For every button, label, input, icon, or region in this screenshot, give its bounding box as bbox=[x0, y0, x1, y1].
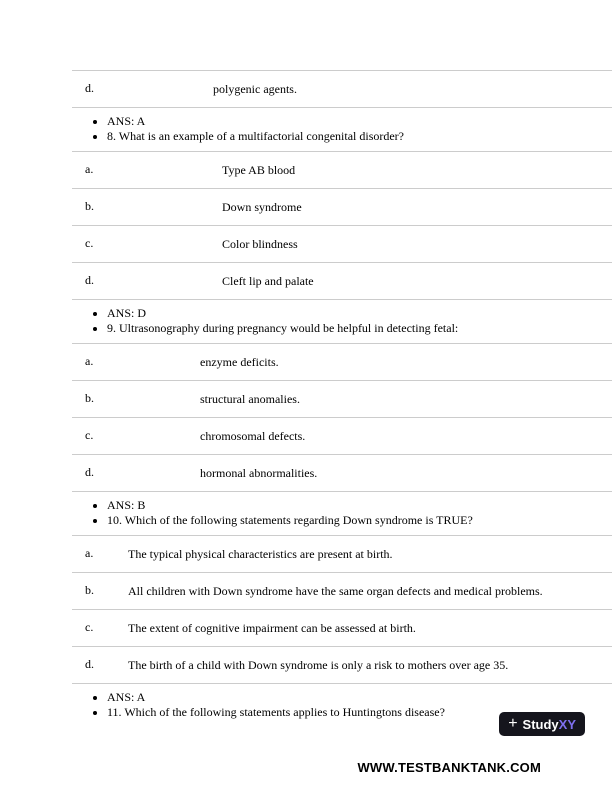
option-row bbox=[72, 225, 612, 262]
answer-question-list bbox=[72, 114, 612, 144]
document-content bbox=[72, 70, 612, 727]
option-text: chromosomal defects. bbox=[200, 429, 306, 443]
option-letter: b. bbox=[85, 583, 94, 597]
option-letter: c. bbox=[85, 428, 94, 442]
studyxy-xy-text: XY bbox=[558, 716, 576, 732]
option-text: Color blindness bbox=[222, 237, 298, 251]
options-table-q8 bbox=[72, 151, 612, 300]
options-table-q9 bbox=[72, 343, 612, 492]
answer-item bbox=[107, 306, 612, 321]
answer-text: ANS: B bbox=[107, 498, 146, 512]
answer-question-list bbox=[72, 306, 612, 336]
option-text: The extent of cognitive impairment can be assessed at birth. bbox=[128, 621, 416, 635]
option-row bbox=[72, 417, 612, 454]
question-text: 9. Ultrasonography during pregnancy would be helpful in detecting fetal: bbox=[107, 321, 459, 335]
option-text: The birth of a child with Down syndrome is only a risk to mothers over age 35. bbox=[128, 658, 509, 672]
option-letter: b. bbox=[85, 199, 94, 213]
option-letter: d. bbox=[85, 465, 94, 479]
option-text: Type AB blood bbox=[222, 163, 296, 177]
option-row bbox=[72, 380, 612, 417]
option-letter: c. bbox=[85, 236, 94, 250]
option-letter: c. bbox=[85, 620, 94, 634]
option-text: hormonal abnormalities. bbox=[200, 466, 318, 480]
option-text: All children with Down syndrome have the same organ defects and medical problems. bbox=[128, 584, 543, 598]
option-row bbox=[72, 70, 612, 107]
option-letter: d. bbox=[85, 273, 94, 287]
option-letter: d. bbox=[85, 81, 94, 95]
answer-item bbox=[107, 690, 612, 705]
option-text: polygenic agents. bbox=[213, 82, 297, 96]
option-letter: d. bbox=[85, 657, 94, 671]
plus-icon: + bbox=[508, 715, 518, 732]
answer-item bbox=[107, 498, 612, 513]
answer-text: ANS: A bbox=[107, 114, 146, 128]
option-row bbox=[72, 188, 612, 225]
option-row bbox=[72, 454, 612, 491]
answer-item bbox=[107, 114, 612, 129]
options-table-q10 bbox=[72, 535, 612, 684]
option-text: enzyme deficits. bbox=[200, 355, 279, 369]
option-letter: b. bbox=[85, 391, 94, 405]
option-text: Cleft lip and palate bbox=[222, 274, 314, 288]
option-letter: a. bbox=[85, 546, 94, 560]
question-item bbox=[107, 513, 612, 528]
option-row bbox=[72, 609, 612, 646]
option-row bbox=[72, 151, 612, 188]
answer-question-list bbox=[72, 498, 612, 528]
option-letter: a. bbox=[85, 354, 94, 368]
answer-text: ANS: D bbox=[107, 306, 147, 320]
option-text: Down syndrome bbox=[222, 200, 302, 214]
answer-text: ANS: A bbox=[107, 690, 146, 704]
question-text: 8. What is an example of a multifactorial congenital disorder? bbox=[107, 129, 405, 143]
option-row bbox=[72, 343, 612, 380]
studyxy-badge bbox=[499, 712, 585, 736]
option-letter: a. bbox=[85, 162, 94, 176]
question-item bbox=[107, 321, 612, 336]
option-row bbox=[72, 535, 612, 572]
option-text: structural anomalies. bbox=[200, 392, 300, 406]
option-text: The typical physical characteristics are present at birth. bbox=[128, 547, 393, 561]
question-text: 10. Which of the following statements regarding Down syndrome is TRUE? bbox=[107, 513, 473, 527]
footer-url: WWW.TESTBANKTANK.COM bbox=[357, 760, 541, 775]
option-row bbox=[72, 646, 612, 683]
option-row bbox=[72, 572, 612, 609]
question-text: 11. Which of the following statements applies to Huntingtons disease? bbox=[107, 705, 445, 719]
studyxy-study-text: Study bbox=[522, 716, 559, 732]
options-table-partial bbox=[72, 70, 612, 108]
studyxy-logo bbox=[523, 717, 576, 732]
question-item bbox=[107, 129, 612, 144]
option-row bbox=[72, 262, 612, 299]
